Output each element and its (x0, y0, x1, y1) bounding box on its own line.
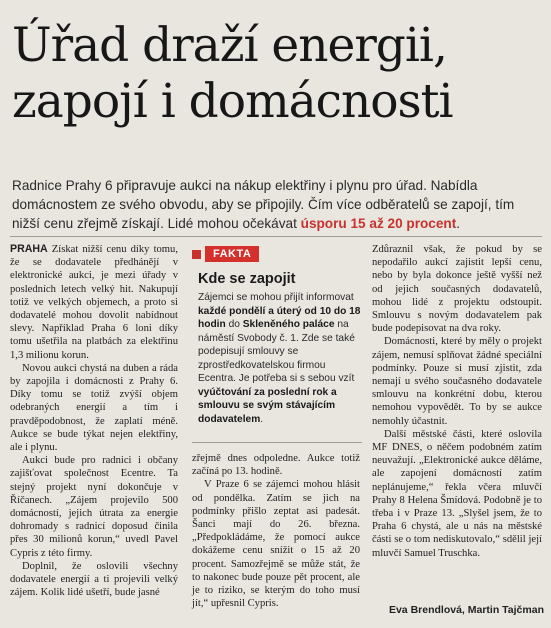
article-paragraph (10, 243, 178, 362)
article-paragraph: Doplnil, že oslovili všechny dodavatele energií a ti projevili velký zájem. Kolik lidé ušetří, bude jasné (10, 560, 178, 599)
fakta-text-part: do (228, 319, 240, 330)
dateline: PRAHA (10, 243, 48, 255)
article-column-1 (10, 243, 178, 599)
red-square-icon (192, 250, 201, 259)
fakta-label: FAKTA (205, 246, 259, 262)
fakta-text-part: Zájemci se mohou přijít informovat (198, 292, 354, 303)
article-paragraph: Další městské části, které oslovila MF DNES, o něčem podobném zatím neuvažují. „Elektronické aukce děláme, ale zapojení domácností zatím neplánujeme,“ řekla včera mluvčí Prahy 8 Helena Šmídová. Podobně je to třeba i v Praze 13. „Slyšel jsem, že to Praha 6 chystá, ale u nás na městské části se o tom nediskutovalo,“ sdělil její mluvčí Samuel Truschka. (372, 428, 542, 559)
fakta-bold-documents: vyúčtování za poslední rok a smlouvu se svým stávajícím dodavatelem (198, 386, 337, 425)
headline (12, 18, 542, 130)
headline-line-2: zapojí i domácnosti (12, 74, 453, 129)
lead-paragraph (12, 176, 540, 233)
fakta-bold-hours: každé pondělí a úterý od 10 do 18 hodin (198, 305, 361, 330)
paragraph-text: Získat nižší cenu díky tomu, že se dodavatele předhánějí v elektronické aukci, je mezi úřady v posledních letech velký hit. Nakupují totiž ve velkých objemech, a proto si dodavatelé mohou dovolit nabídnout slevy. Například Praha 6 loni díky tomu ušetřila na platbách za elektřinu 1,3 milionu korun. (10, 244, 178, 361)
article-paragraph: Novou aukci chystá na duben a ráda by zapojila i domácnosti z Prahy 6. Díky tomu se totiž zvýší objem odebraných energií a tím i pravděpodobnost, že zaplatí méně. Aukce se bude týkat nejen elektřiny, ale i plynu. (10, 362, 178, 454)
article-paragraph: Aukci bude pro radnici i občany zajišťovat společnost Ecentre. Ta stejný projekt nyní dokončuje v Říčanech. „Zájem projevilo 500 domácností, jejich útrata za energie dohromady s radnicí doposud činila přes 30 milionů korun,“ uvedl Pavel Cypris z této firmy. (10, 455, 178, 559)
fakta-text-part: . (260, 413, 264, 425)
article-authors: Eva Brendlová, Martin Tajčman (388, 604, 544, 616)
fakta-title: Kde se zapojit (198, 271, 296, 287)
article-paragraph: Zdůraznil však, že pokud by se nepodařilo aukcí zajistit lepší cenu, nebo by byla dokonce ještě vyšší než od jejich současných dodavatelů, mohou lidé z projektu odstoupit. Smlouvu s novým dodavatelem pak bude podepisovat na dva roky. (372, 244, 542, 335)
article-column-3 (372, 243, 542, 560)
headline-line-1: Úřad draží energii, (12, 18, 447, 73)
fakta-bold-place: Skleněného paláce (242, 319, 335, 330)
article-column-2 (192, 452, 360, 610)
lead-end: . (456, 216, 461, 231)
article-paragraph: Domácnosti, které by měly o projekt zájem, nemusí splňovat žádné speciální podmínky. Pouze si musí zjistit, zda nemají u svého současného dodavatele smlouvu na konkrétní dobu, kterou nemohou vypovědět. To by se aukce nemohly účastnit. (372, 336, 542, 427)
fakta-text (198, 291, 362, 426)
lead-highlight: úsporu 15 až 20 procent (300, 216, 457, 231)
divider-line (10, 236, 542, 237)
fakta-text-part: na náměstí Svobody č. 1. Zde se také podepisují smlouvy se zprostředkovatelskou firmou Ecentra. Je potřeba si s sebou vzít (198, 319, 355, 384)
fakta-box (192, 244, 362, 443)
lead-text: Radnice Prahy 6 připravuje aukci na nákup elektřiny i plynu pro úřad. Nabídla domácnostem ze svého obvodu, aby se připojily. Čím více odběratelů se zapojí, tím nižší cenu zřejmě získají. Lidé mohou očekávat (12, 178, 515, 231)
article-paragraph: zřejmě dnes odpoledne. Aukce totiž začíná po 13. hodině. (192, 453, 360, 478)
fakta-badge (192, 244, 362, 264)
article-paragraph: V Praze 6 se zájemci mohou hlásit od pondělka. Zatím se jich na podmínky přišlo zeptat asi padesát. Šanci mají do 26. března. „Předpokládáme, že pomocí aukce dokážeme cenu snížit o 15 až 20 procent. Samozřejmě se může stát, že to nakonec bude pouze pět procent, ale je to riziko, se kterým do toho musí jít,“ upřesnil Cypris. (192, 479, 360, 610)
